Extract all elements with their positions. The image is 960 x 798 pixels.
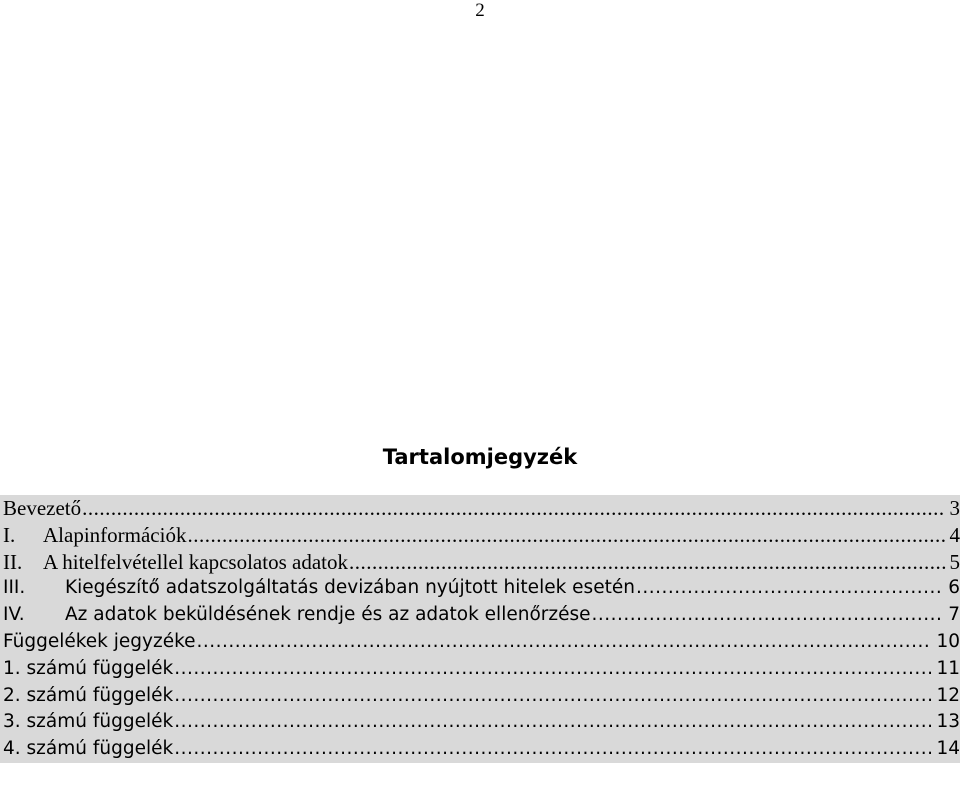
toc-entry-kiegeszito[interactable] bbox=[0, 575, 960, 602]
toc-entry-fuggelek-1[interactable] bbox=[0, 656, 960, 683]
table-of-contents bbox=[0, 495, 960, 763]
toc-entry-bevezeto[interactable] bbox=[0, 495, 960, 522]
toc-dot-leader bbox=[174, 736, 932, 763]
toc-entry-hitelfelvetel[interactable] bbox=[0, 549, 960, 576]
toc-entry-text: 3. számú függelék bbox=[3, 711, 174, 733]
toc-entry-fuggelek-4[interactable] bbox=[0, 736, 960, 763]
toc-entry-bekuldes[interactable] bbox=[0, 602, 960, 629]
toc-entry-page: 11 bbox=[936, 657, 960, 679]
toc-entry-page: 13 bbox=[936, 711, 960, 733]
toc-entry-text: 2. számú függelék bbox=[3, 684, 174, 706]
toc-entry-fuggelek-2[interactable] bbox=[0, 683, 960, 710]
toc-entry-fuggelek-3[interactable] bbox=[0, 709, 960, 736]
toc-entry-number: III. bbox=[3, 577, 26, 599]
toc-dot-leader bbox=[591, 602, 944, 629]
toc-entry-number: I. bbox=[3, 522, 16, 547]
toc-entry-text: A hitelfelvétellel kapcsolatos adatok bbox=[43, 549, 348, 574]
toc-dot-leader bbox=[349, 549, 946, 576]
toc-dot-leader bbox=[187, 522, 945, 549]
toc-entry-page: 14 bbox=[936, 738, 960, 760]
toc-dot-leader bbox=[174, 683, 932, 710]
toc-title: Tartalomjegyzék bbox=[382, 445, 578, 469]
toc-dot-leader bbox=[82, 495, 945, 522]
toc-entry-number: IV. bbox=[3, 604, 25, 626]
toc-entry-text: Függelékek jegyzéke bbox=[3, 630, 196, 652]
toc-dot-leader bbox=[197, 629, 933, 656]
toc-entry-text: 1. számú függelék bbox=[3, 657, 174, 679]
toc-dot-leader bbox=[174, 656, 932, 683]
toc-entry-page: 4 bbox=[949, 522, 960, 547]
toc-entry-fuggelekek-jegyzeke[interactable] bbox=[0, 629, 960, 656]
toc-entry-page: 6 bbox=[948, 577, 960, 599]
toc-entry-page: 12 bbox=[936, 684, 960, 706]
page-number: 2 bbox=[475, 0, 485, 21]
toc-entry-text: Alapinformációk bbox=[43, 522, 187, 547]
toc-entry-text: Bevezető bbox=[3, 496, 82, 520]
toc-dot-leader bbox=[636, 575, 944, 602]
toc-entry-page: 10 bbox=[936, 630, 960, 652]
toc-entry-text: 4. számú függelék bbox=[3, 738, 174, 760]
toc-entry-alapinformaciok[interactable] bbox=[0, 522, 960, 549]
toc-entry-text: Az adatok beküldésének rendje és az adatok ellenőrzése bbox=[65, 604, 591, 626]
toc-entry-page: 3 bbox=[949, 496, 960, 520]
toc-entry-page: 7 bbox=[948, 604, 960, 626]
toc-entry-page: 5 bbox=[949, 549, 960, 574]
toc-entry-number: II. bbox=[3, 549, 23, 574]
toc-dot-leader bbox=[174, 709, 932, 736]
toc-entry-text: Kiegészítő adatszolgáltatás devizában nyújtott hitelek esetén bbox=[65, 577, 635, 599]
